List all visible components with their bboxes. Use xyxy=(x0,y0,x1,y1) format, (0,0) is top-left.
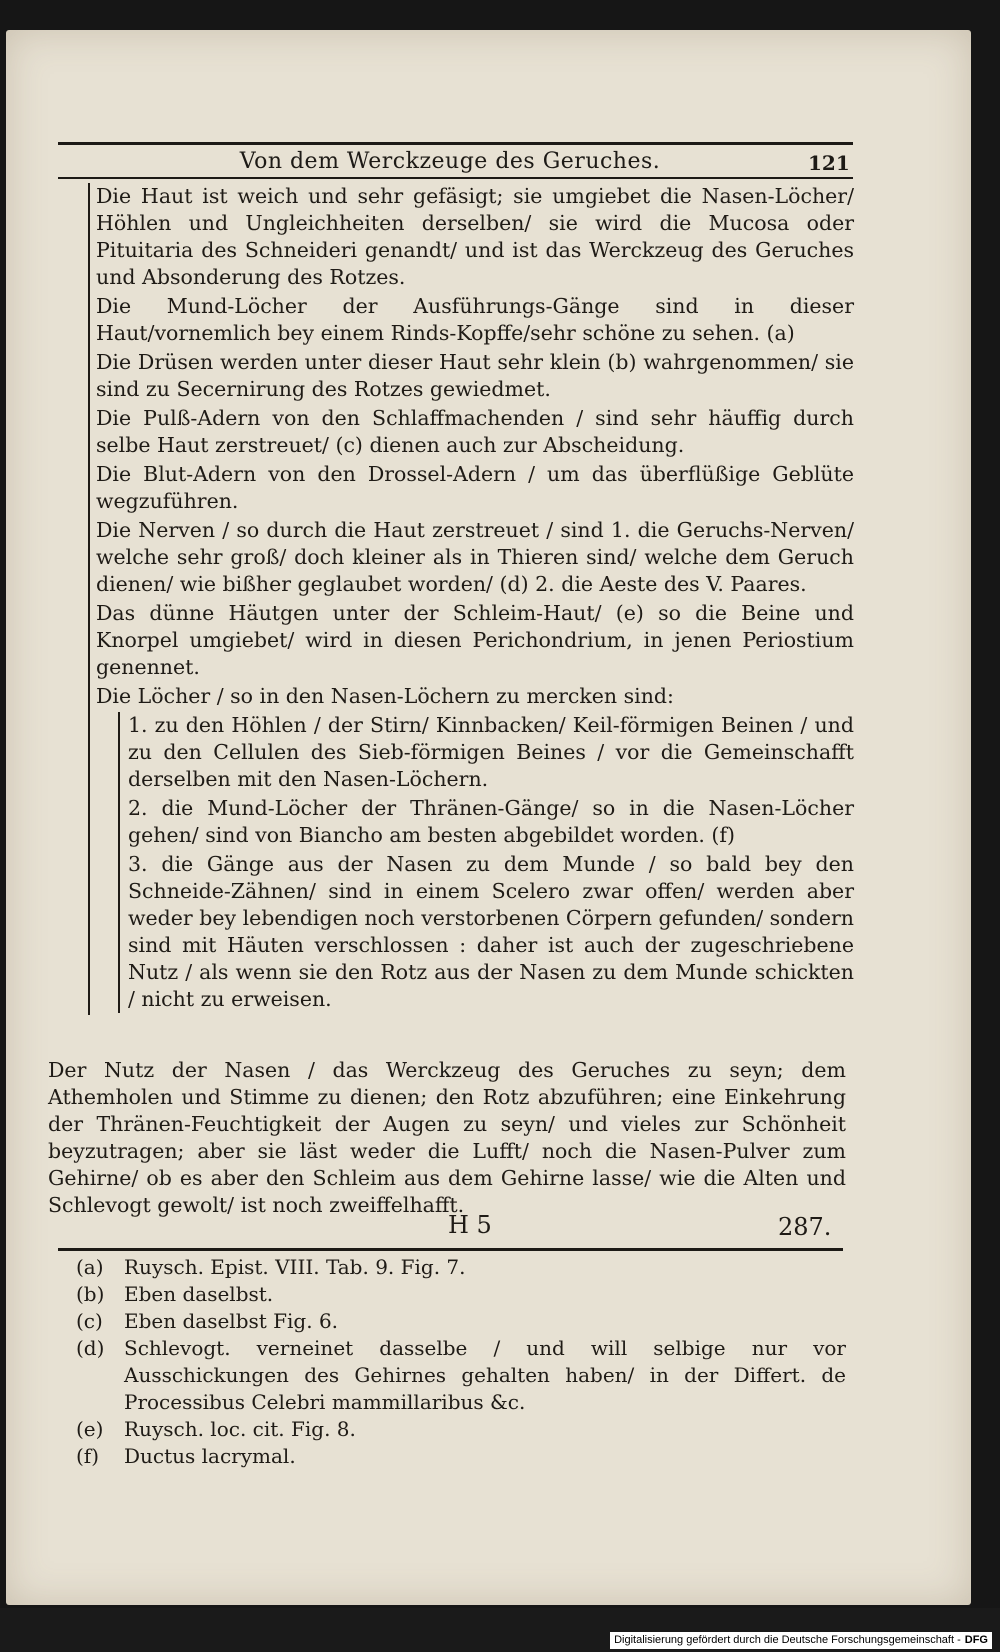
footnote-mark: (c) xyxy=(76,1309,103,1333)
entry-haut: Die Haut ist weich und sehr gefäsigt; sie umgiebet die Nasen-Löcher/ Höhlen und Ungleichheiten derselben/ sie wird die Mucosa oder Pituitaria des Schneideri genandt/ und ist das Werckzeug des Geruches und Absonderung des Rotzes. xyxy=(96,184,854,289)
holes-list xyxy=(118,712,854,1013)
footnote-text: Eben daselbst Fig. 6. xyxy=(124,1309,339,1333)
page-number: 121 xyxy=(808,151,850,175)
nutz-paragraph: Der Nutz der Nasen / das Werckzeug des Geruches zu seyn; dem Athemholen und Stimme zu dienen; den Rotz abzuführen; eine Einkehrung der Thränen-Feuchtigkeit der Augen zu seyn/ und vieles zur Schönheit beyzutragen; aber sie läst weder die Lufft/ noch die Nasen-Pulver zum Gehirne/ ob es aber den Schleim aus dem Gehirne lasse/ wie die Alten und Schlevogt gewolt/ ist noch zweiffelhafft. xyxy=(48,1057,846,1217)
entry-druesen: Die Drüsen werden unter dieser Haut sehr klein (b) wahrgenommen/ sie sind zu Secernirung des Rotzes gewiedmet. xyxy=(96,350,854,401)
footnote-text: Ruysch. loc. cit. Fig. 8. xyxy=(124,1417,356,1441)
entry-loecher: Die Löcher / so in den Nasen-Löchern zu mercken sind: xyxy=(96,684,674,708)
header-rule-bottom xyxy=(58,177,853,179)
footnote xyxy=(76,1335,846,1416)
list-item: 2. die Mund-Löcher der Thränen-Gänge/ so in die Nasen-Löcher gehen/ sind von Biancho am besten abgebildet worden. (f) xyxy=(128,796,854,847)
header-rule-top xyxy=(58,142,853,145)
signature-mark: H 5 xyxy=(448,1211,492,1239)
footnote-mark: (e) xyxy=(76,1417,104,1441)
entry-haeutgen: Das dünne Häutgen unter der Schleim-Haut/ (e) so die Beine und Knorpel umgiebet/ wird in diesen Perichondrium, in jenen Periostium genennet. xyxy=(96,601,854,679)
footnote-text: Eben daselbst. xyxy=(124,1282,274,1306)
footnote-mark: (a) xyxy=(76,1255,104,1279)
footnote xyxy=(76,1416,846,1443)
entry-pulsadern: Die Pulß-Adern von den Schlaffmachenden / sind sehr häuffig durch selbe Haut zerstreuet/ (c) dienen auch zur Abscheidung. xyxy=(96,406,854,457)
list-item: 1. zu den Höhlen / der Stirn/ Kinnbacken/ Keil-förmigen Beinen / und zu den Cellulen des Sieb-förmigen Beines / vor die Gemeinschafft derselben mit den Nasen-Löchern. xyxy=(128,713,854,791)
entry-mund-loecher: Die Mund-Löcher der Ausführungs-Gänge sind in dieser Haut/vornemlich bey einem Rinds-Kopffe/sehr schöne zu sehen. (a) xyxy=(96,294,854,345)
entry-nerven: Die Nerven / so durch die Haut zerstreuet / sind 1. die Geruchs-Nerven/ welche sehr groß/ doch kleiner als in Thieren sind/ welche dem Geruch dienen/ wie bißher geglaubet worden/ (d) 2. die Aeste des V. Paares. xyxy=(96,518,854,596)
funding-credit[interactable] xyxy=(610,1632,992,1649)
scanner-background xyxy=(0,1608,1000,1652)
footnote-mark: (d) xyxy=(76,1336,105,1360)
anatomy-entries xyxy=(88,183,854,1015)
footnote xyxy=(76,1308,846,1335)
dfg-logo: DFG xyxy=(964,1634,988,1646)
entry-blutadern: Die Blut-Adern von den Drossel-Adern / um das überflüßige Geblüte wegzuführen. xyxy=(96,462,854,513)
footnote-mark: (b) xyxy=(76,1282,105,1306)
credit-text: Digitalisierung gefördert durch die Deutsche Forschungsgemeinschaft - xyxy=(614,1634,961,1646)
list-item: 3. die Gänge aus der Nasen zu dem Munde / so bald bey den Schneide-Zähnen/ sind in einem Scelero zwar offen/ werden aber weder bey lebendigen noch verstorbenen Cörpern gefunden/ sondern sind mit Häuten verschlossen : daher ist auch der zugeschriebene Nutz / als wenn sie den Rotz aus der Nasen zu dem Munde schickten / nicht zu erweisen. xyxy=(128,852,854,1011)
footnote-text: Ductus lacrymal. xyxy=(124,1444,296,1468)
catchword: 287. xyxy=(778,1213,832,1241)
footnote xyxy=(76,1443,846,1470)
footnote-mark: (f) xyxy=(76,1444,100,1468)
footnote xyxy=(76,1281,846,1308)
footnote-text: Ruysch. Epist. VIII. Tab. 9. Fig. 7. xyxy=(124,1255,466,1279)
footnotes xyxy=(76,1254,846,1470)
footnote-rule xyxy=(58,1248,843,1251)
footnote-text: Schlevogt. verneinet dasselbe / und will selbige nur vor Ausschickungen des Gehirnes gehalten haben/ in der Differt. de Processibus Celebri mammillaribus &c. xyxy=(124,1336,846,1414)
running-head: Von dem Werckzeuge des Geruches. xyxy=(239,149,661,174)
footnote xyxy=(76,1254,846,1281)
